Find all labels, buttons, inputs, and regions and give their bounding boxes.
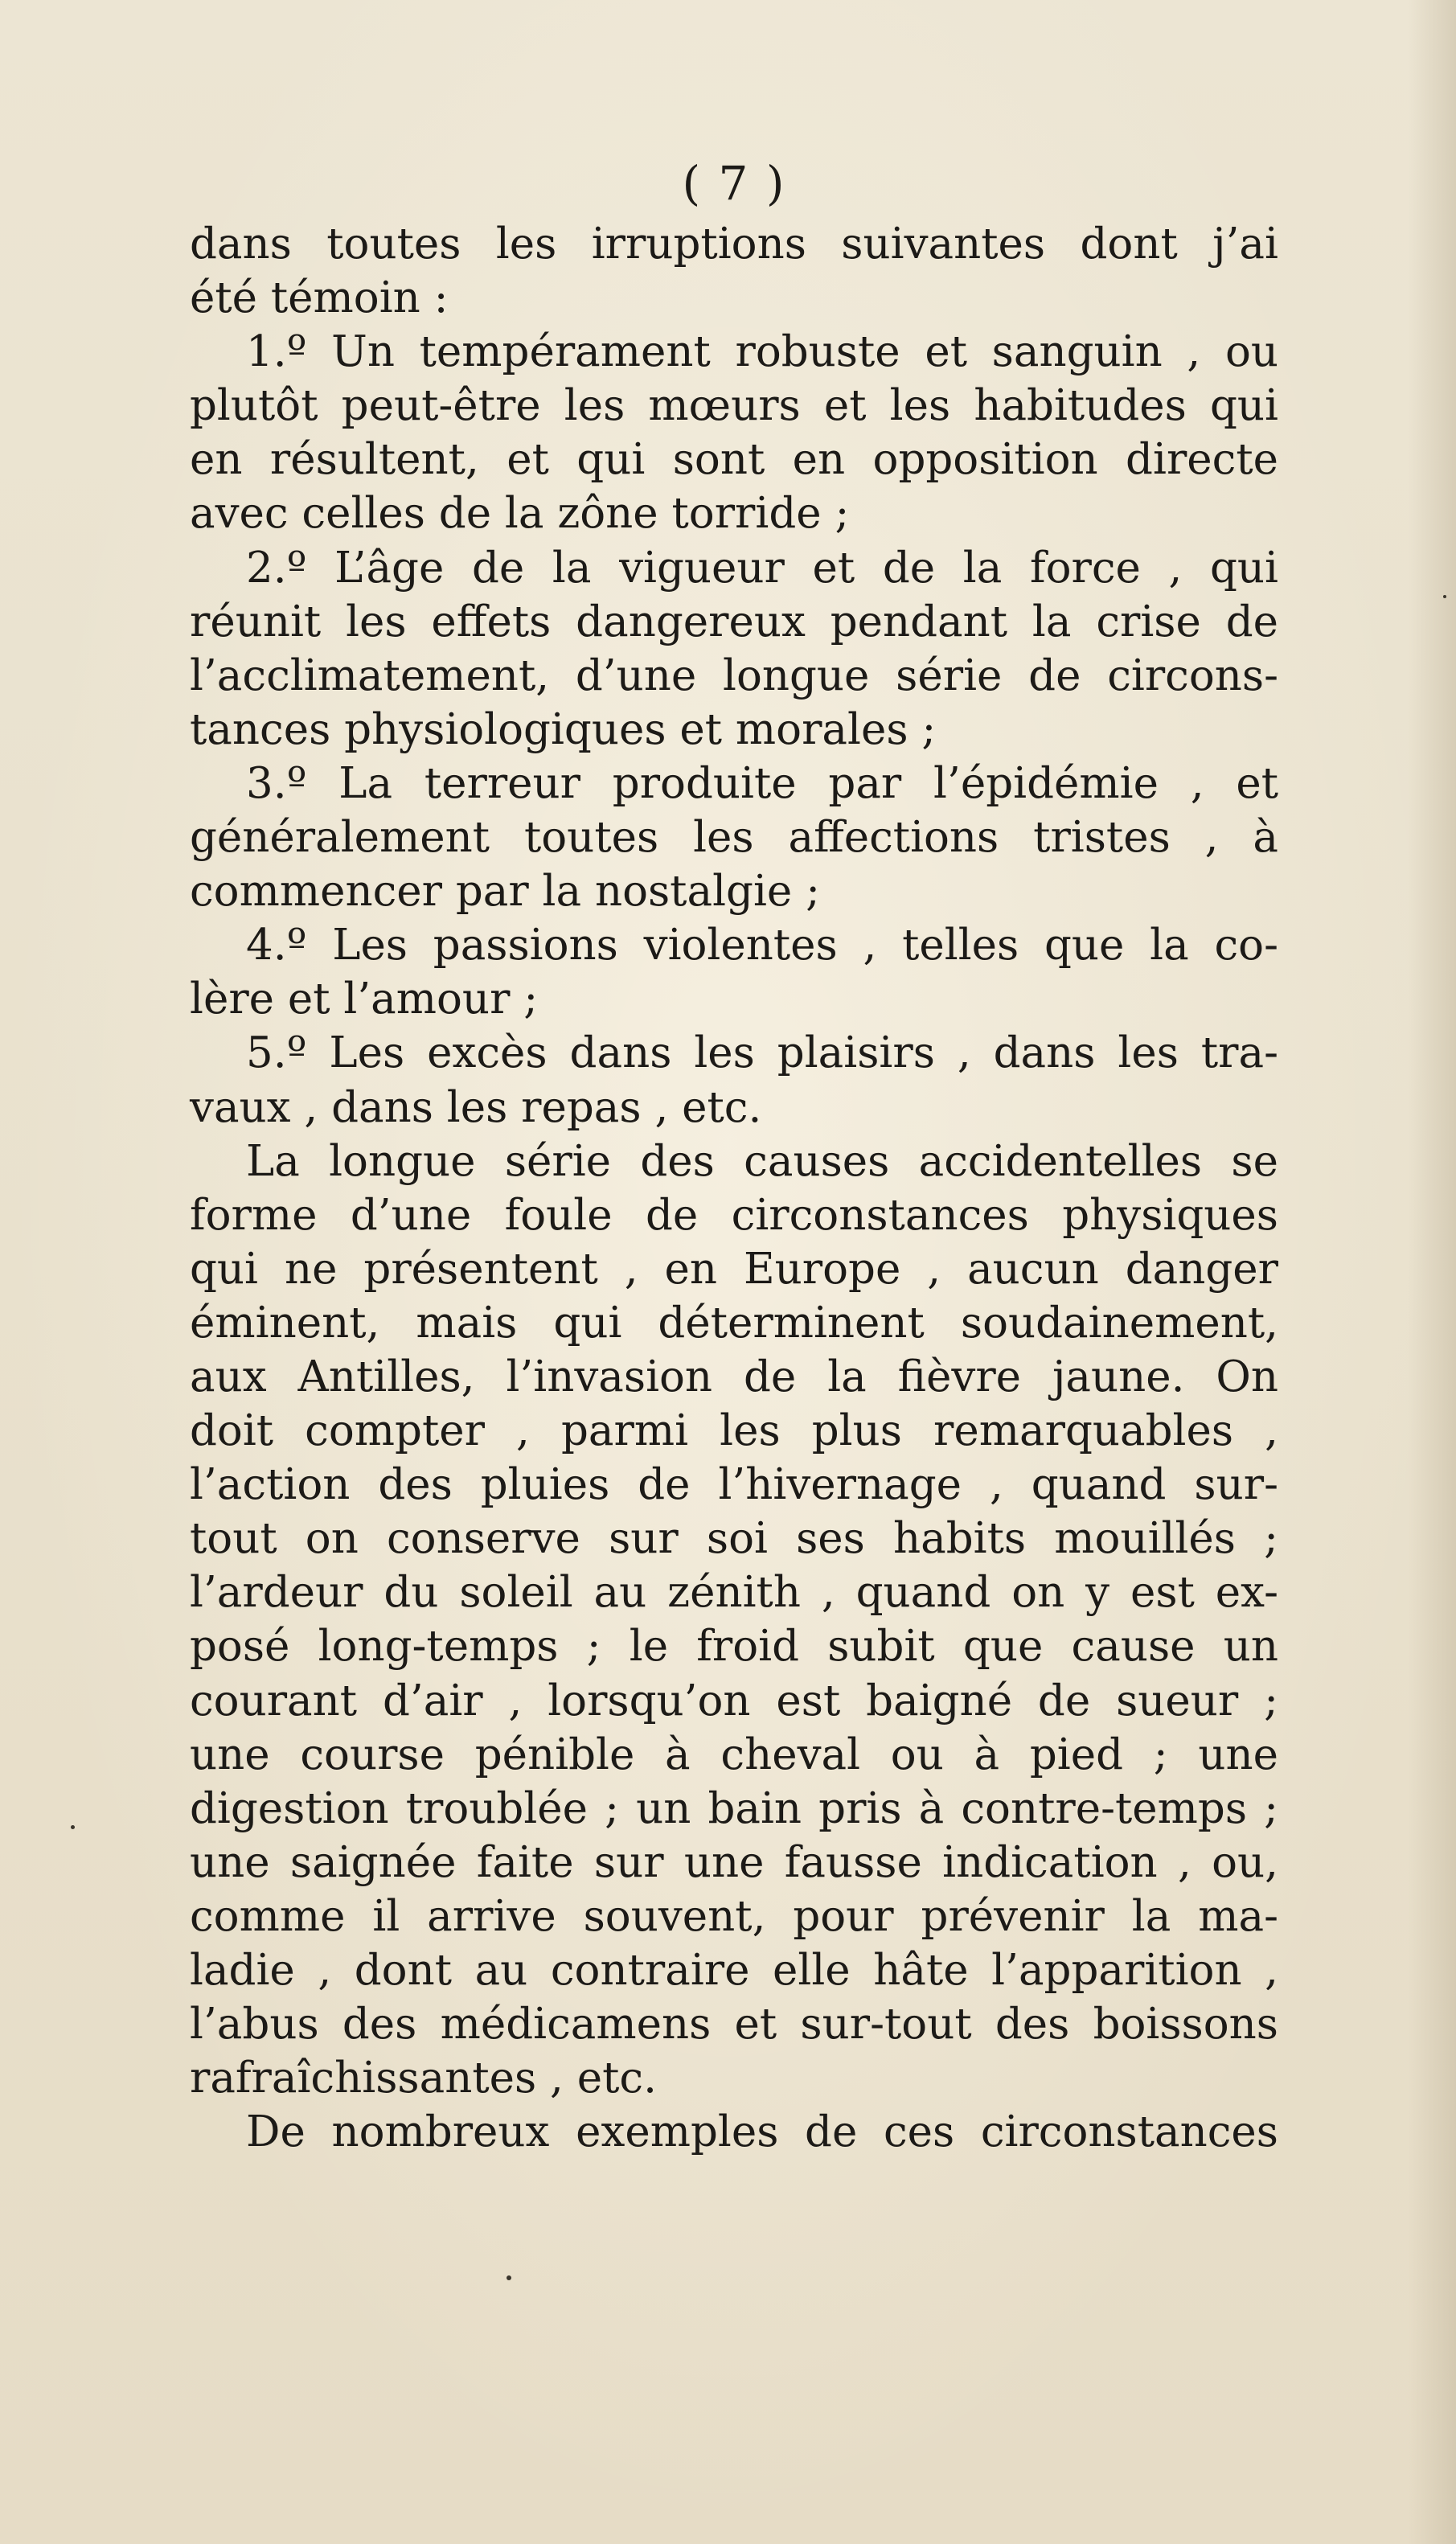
text-line: l’abus des médicamens et sur-tout des boissons (190, 2000, 1278, 2050)
text-line: comme il arrive souvent, pour prévenir la ma- (190, 1891, 1278, 1941)
text-line: 2.º L’âge de la vigueur et de la force , qui (246, 543, 1278, 593)
text-line: aux Antilles, l’invasion de la fièvre jaune. On (190, 1352, 1278, 1401)
text-line: tout on conserve sur soi ses habits mouillés ; (190, 1514, 1278, 1564)
text-line: vaux , dans les repas , etc. (190, 1082, 762, 1132)
text-line: forme d’une foule de circonstances physiques (190, 1190, 1278, 1240)
text-line: doit compter , parmi les plus remarquables , (190, 1406, 1278, 1456)
text-line: lère et l’amour ; (190, 975, 539, 1024)
text-line: digestion troublée ; un bain pris à contre-temps ; (190, 1783, 1278, 1833)
ink-speck (1443, 595, 1446, 598)
text-line: La longue série des causes accidentelles se (246, 1136, 1278, 1186)
text-line: 1.º Un tempérament robuste et sanguin , ou (246, 327, 1278, 377)
text-line: 5.º Les excès dans les plaisirs , dans les tra- (246, 1028, 1278, 1078)
text-line: tances physiologiques et morales ; (190, 704, 937, 754)
text-line: qui ne présentent , en Europe , aucun danger (190, 1244, 1278, 1294)
text-line: commencer par la nostalgie ; (190, 867, 820, 917)
text-line: en résultent, et qui sont en opposition directe (190, 435, 1278, 485)
text-line: une course pénible à cheval ou à pied ; une (190, 1730, 1278, 1779)
text-line: éminent, mais qui déterminent soudainement, (190, 1298, 1278, 1348)
text-line: été témoin : (190, 273, 449, 323)
text-line: ladie , dont au contraire elle hâte l’apparition , (190, 1946, 1278, 1995)
text-line: plutôt peut-être les mœurs et les habitudes qui (190, 381, 1278, 431)
text-line: posé long-temps ; le froid subit que cause un (190, 1622, 1278, 1672)
text-line: dans toutes les irruptions suivantes dont j’ai (190, 220, 1278, 269)
text-line: l’action des pluies de l’hivernage , quand sur- (190, 1460, 1278, 1510)
text-block (190, 151, 1278, 2159)
text-line: l’ardeur du soleil au zénith , quand on y est ex- (190, 1568, 1278, 1618)
ink-speck (507, 2275, 511, 2280)
text-line: courant d’air , lorsqu’on est baigné de sueur ; (190, 1676, 1278, 1725)
text-line: De nombreux exemples de ces circonstances (246, 2107, 1278, 2157)
page-number: ( 7 ) (682, 156, 786, 211)
text-line: 3.º La terreur produite par l’épidémie , et (246, 758, 1278, 808)
text-line: généralement toutes les affections tristes , à (190, 813, 1278, 863)
ink-speck (71, 1825, 75, 1829)
text-line: une saignée faite sur une fausse indication , ou, (190, 1837, 1278, 1887)
text-line: 4.º Les passions violentes , telles que la co- (246, 921, 1278, 970)
page-edge-shadow (1408, 0, 1456, 2544)
text-line: l’acclimatement, d’une longue série de circons- (190, 650, 1278, 700)
text-line: avec celles de la zône torride ; (190, 489, 850, 539)
text-line: réunit les effets dangereux pendant la crise de (190, 597, 1278, 646)
text-line: rafraîchissantes , etc. (190, 2054, 657, 2103)
